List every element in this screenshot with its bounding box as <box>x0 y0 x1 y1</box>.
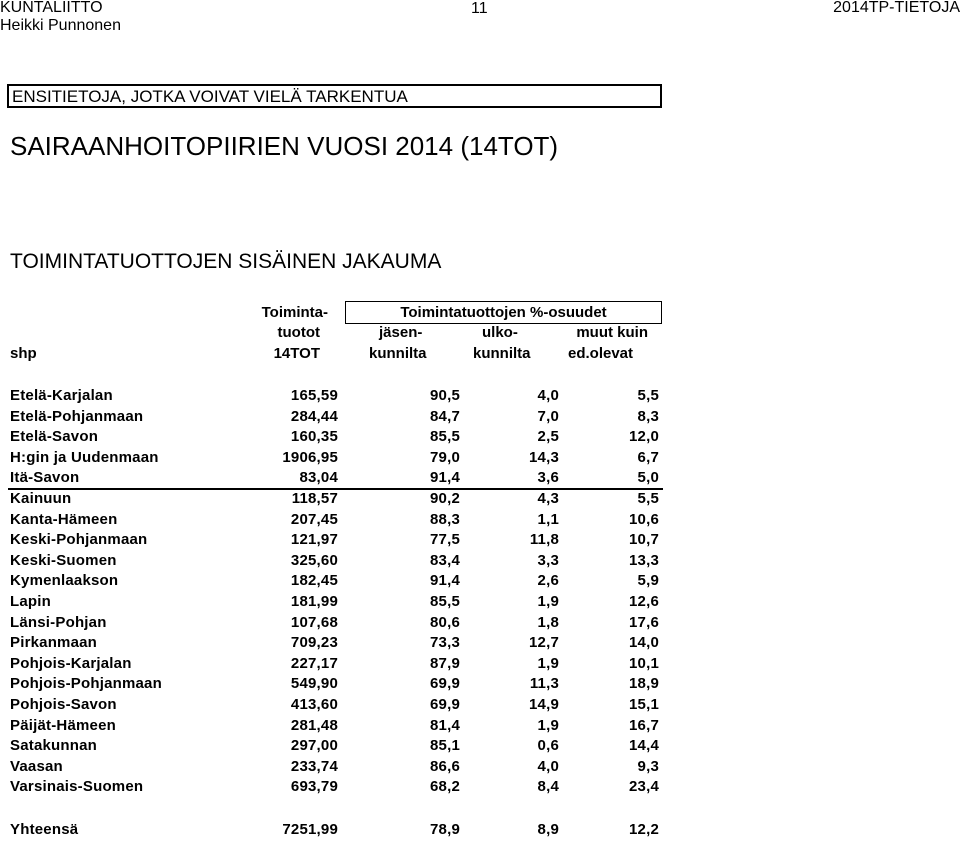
member-share-cell: 91,4 <box>430 469 460 487</box>
revenue-cell: 284,44 <box>290 407 338 425</box>
member-share-cell: 90,2 <box>430 490 460 507</box>
outside-share-cell: 1,9 <box>537 654 559 672</box>
header-right-label: 2014TP-TIETOJA <box>833 0 960 16</box>
group-header-shares: Toimintatuottojen %-osuudet <box>345 301 662 324</box>
table-row <box>0 489 960 509</box>
outside-share-cell: 12,7 <box>529 634 559 652</box>
member-share-cell: 90,5 <box>430 387 460 404</box>
other-share-cell: 14,4 <box>629 737 659 755</box>
member-share-cell: 87,9 <box>430 654 460 672</box>
district-name-cell: Etelä-Savon <box>10 428 99 446</box>
revenue-cell: 709,23 <box>290 634 338 652</box>
revenue-cell: 297,00 <box>290 737 338 755</box>
member-share-cell: 84,7 <box>430 407 460 425</box>
other-share-cell: 17,6 <box>629 613 659 631</box>
table-row <box>0 777 960 797</box>
member-share-cell: 73,3 <box>430 634 460 652</box>
other-share-cell: 5,5 <box>637 387 659 404</box>
other-share-cell: 15,1 <box>629 696 659 713</box>
total-revenue: 7251,99 <box>282 821 338 838</box>
other-share-cell: 10,1 <box>629 654 659 672</box>
revenue-cell: 160,35 <box>290 428 338 446</box>
outside-share-cell: 8,4 <box>537 778 559 796</box>
total-row <box>0 820 960 840</box>
revenue-cell: 227,17 <box>290 654 338 672</box>
table-row <box>0 674 960 694</box>
member-share-cell: 77,5 <box>430 531 460 549</box>
revenue-cell: 118,57 <box>291 490 338 507</box>
table-row <box>0 695 960 715</box>
district-name-cell: Länsi-Pohjan <box>10 613 107 631</box>
outside-share-cell: 7,0 <box>537 407 559 425</box>
table-row <box>0 407 960 427</box>
total-outside-share: 8,9 <box>537 821 559 838</box>
col-outside-header-2: kunnilta <box>473 345 531 362</box>
revenue-cell: 182,45 <box>290 572 338 590</box>
revenue-cell: 165,59 <box>290 387 338 404</box>
revenue-cell: 181,99 <box>290 593 338 610</box>
total-member-share: 78,9 <box>430 821 460 838</box>
member-share-cell: 88,3 <box>430 510 460 528</box>
member-share-cell: 85,5 <box>430 428 460 446</box>
revenue-cell: 549,90 <box>290 675 338 693</box>
member-share-cell: 68,2 <box>430 778 460 796</box>
district-name-cell: Pirkanmaan <box>10 634 98 652</box>
col-revenue-header-2: tuotot <box>277 324 320 341</box>
table-row <box>0 468 960 488</box>
table-row <box>0 613 960 633</box>
other-share-cell: 16,7 <box>629 716 659 734</box>
outside-share-cell: 4,3 <box>537 490 559 507</box>
revenue-cell: 107,68 <box>290 613 338 631</box>
outside-share-cell: 1,9 <box>537 593 559 610</box>
table-row <box>0 530 960 550</box>
district-name-cell: Vaasan <box>10 757 63 775</box>
member-share-cell: 80,6 <box>430 613 460 631</box>
outside-share-cell: 1,9 <box>537 716 559 734</box>
outside-share-cell: 3,3 <box>537 551 559 569</box>
table-row <box>0 510 960 530</box>
table-row <box>0 427 960 447</box>
outside-share-cell: 2,5 <box>537 428 559 446</box>
revenue-cell: 281,48 <box>290 716 338 734</box>
district-name-cell: Itä-Savon <box>10 469 80 487</box>
page-title: SAIRAANHOITOPIIRIEN VUOSI 2014 (14TOT) <box>10 131 559 161</box>
row-separator <box>8 488 663 490</box>
other-share-cell: 9,3 <box>637 757 659 775</box>
page-subtitle: TOIMINTATUOTTOJEN SISÄINEN JAKAUMA <box>10 250 442 273</box>
member-share-cell: 79,0 <box>430 448 460 466</box>
other-share-cell: 5,5 <box>637 490 659 507</box>
table-row <box>0 448 960 468</box>
page-number: 11 <box>471 0 488 17</box>
total-label: Yhteensä <box>10 821 79 838</box>
revenue-cell: 1906,95 <box>282 448 338 466</box>
col-member-header-1: jäsen- <box>379 324 423 341</box>
header-left-line1: KUNTALIITTO <box>0 0 103 16</box>
revenue-cell: 121,97 <box>290 531 338 549</box>
outside-share-cell: 11,8 <box>529 531 559 549</box>
district-name-cell: Pohjois-Savon <box>10 696 117 713</box>
header-author: Heikki Punnonen <box>0 17 121 34</box>
other-share-cell: 10,6 <box>629 510 659 528</box>
district-name-cell: Keski-Suomen <box>10 551 117 569</box>
outside-share-cell: 4,0 <box>537 757 559 775</box>
table-row <box>0 592 960 612</box>
table-row <box>0 736 960 756</box>
member-share-cell: 83,4 <box>430 551 460 569</box>
member-share-cell: 85,5 <box>430 593 460 610</box>
outside-share-cell: 14,3 <box>529 448 559 466</box>
revenue-cell: 325,60 <box>290 551 338 569</box>
member-share-cell: 81,4 <box>430 716 460 734</box>
revenue-cell: 83,04 <box>299 469 338 487</box>
col-other-header-2: ed.olevat <box>568 345 634 362</box>
outside-share-cell: 1,1 <box>537 510 559 528</box>
district-name-cell: H:gin ja Uudenmaan <box>10 448 159 466</box>
revenue-cell: 413,60 <box>290 696 338 713</box>
district-name-cell: Kainuun <box>10 490 72 507</box>
outside-share-cell: 14,9 <box>529 696 559 713</box>
outside-share-cell: 4,0 <box>537 387 559 404</box>
table-row <box>0 654 960 674</box>
outside-share-cell: 1,8 <box>537 613 559 631</box>
table-row <box>0 633 960 653</box>
district-name-cell: Etelä-Karjalan <box>10 387 113 404</box>
district-name-cell: Pohjois-Karjalan <box>10 654 132 672</box>
member-share-cell: 69,9 <box>430 675 460 693</box>
other-share-cell: 5,9 <box>637 572 659 590</box>
col-revenue-header-3: 14TOT <box>273 345 320 362</box>
other-share-cell: 13,3 <box>629 551 659 569</box>
other-share-cell: 10,7 <box>629 531 659 549</box>
table-row <box>0 551 960 571</box>
other-share-cell: 12,0 <box>629 428 659 446</box>
col-member-header-2: kunnilta <box>369 345 427 362</box>
other-share-cell: 18,9 <box>629 675 659 693</box>
outside-share-cell: 2,6 <box>537 572 559 590</box>
other-share-cell: 5,0 <box>637 469 659 487</box>
preliminary-notice: ENSITIETOJA, JOTKA VOIVAT VIELÄ TARKENTUA <box>7 84 662 108</box>
revenue-cell: 207,45 <box>290 510 338 528</box>
district-name-cell: Lapin <box>10 593 51 610</box>
table-row <box>0 386 960 406</box>
member-share-cell: 86,6 <box>430 757 460 775</box>
total-other-share: 12,2 <box>629 821 659 838</box>
other-share-cell: 6,7 <box>637 448 659 466</box>
district-name-cell: Satakunnan <box>10 737 98 755</box>
district-name-cell: Keski-Pohjanmaan <box>10 531 148 549</box>
outside-share-cell: 3,6 <box>537 469 559 487</box>
col-shp-header: shp <box>10 345 37 362</box>
other-share-cell: 8,3 <box>637 407 659 425</box>
member-share-cell: 85,1 <box>430 737 460 755</box>
district-name-cell: Kanta-Hämeen <box>10 510 118 528</box>
col-other-header-1: muut kuin <box>576 324 648 341</box>
table-row <box>0 757 960 777</box>
other-share-cell: 23,4 <box>629 778 659 796</box>
outside-share-cell: 11,3 <box>529 675 559 693</box>
member-share-cell: 91,4 <box>430 572 460 590</box>
table-row <box>0 716 960 736</box>
district-name-cell: Pohjois-Pohjanmaan <box>10 675 162 693</box>
revenue-cell: 693,79 <box>290 778 338 796</box>
revenue-cell: 233,74 <box>290 757 338 775</box>
col-outside-header-1: ulko- <box>482 324 518 341</box>
district-name-cell: Etelä-Pohjanmaan <box>10 407 144 425</box>
other-share-cell: 14,0 <box>629 634 659 652</box>
col-revenue-header-1: Toiminta- <box>261 304 328 321</box>
member-share-cell: 69,9 <box>430 696 460 713</box>
outside-share-cell: 0,6 <box>537 737 559 755</box>
district-name-cell: Päijät-Hämeen <box>10 716 116 734</box>
table-row <box>0 571 960 591</box>
district-name-cell: Varsinais-Suomen <box>10 778 144 796</box>
other-share-cell: 12,6 <box>629 593 659 610</box>
district-name-cell: Kymenlaakson <box>10 572 119 590</box>
